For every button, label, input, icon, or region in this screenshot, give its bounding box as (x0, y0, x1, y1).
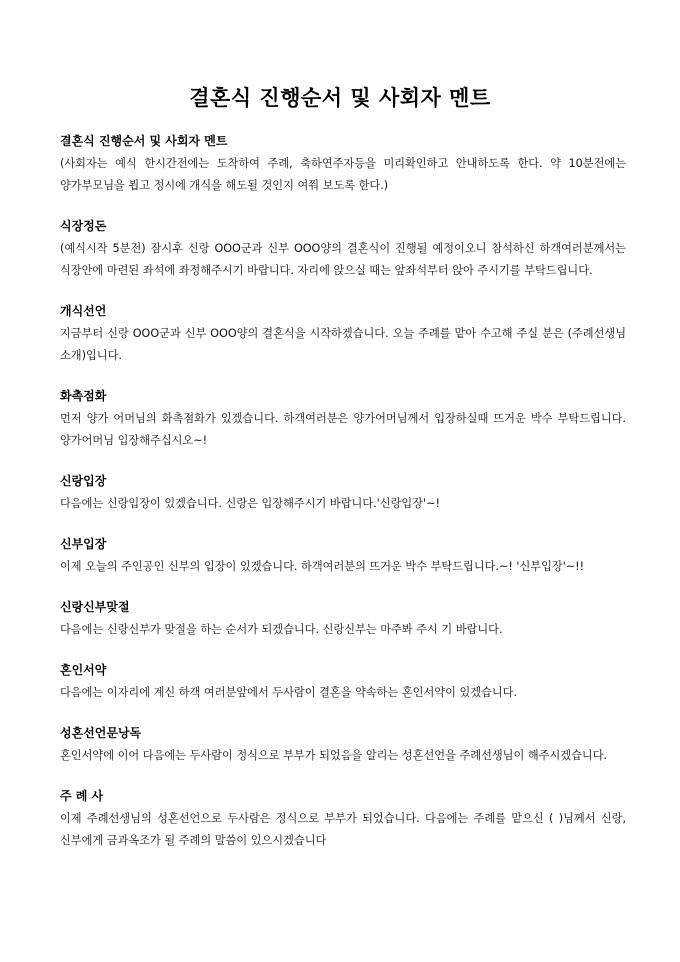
section-body: 다음에는 이자리에 계신 하객 여러분앞에서 두사람이 결혼을 약속하는 혼인서약이 있겠습니다. (60, 686, 518, 699)
section-groom-entrance (60, 472, 626, 515)
section-body: 이제 주례선생님의 성혼선언으로 두사람은 정식으로 부부가 되었습니다. 다음에는 주례를 맡으신 ( )님께서 신랑, 신부에게 금과옥조가 될 주례의 말씀이 있으시겠습니다 (60, 812, 626, 847)
section-heading: 성혼선언문낭독 (60, 726, 142, 740)
section-body: 다음에는 신랑신부가 맞절을 하는 순서가 되겠습니다. 신랑신부는 마주봐 주시 기 바랍니다. (60, 623, 503, 636)
section-heading: 신랑신부맞절 (60, 600, 130, 614)
section-candle-lighting (60, 387, 626, 452)
section-heading: 주 례 사 (60, 789, 104, 803)
section-heading: 신부입장 (60, 537, 107, 551)
section-heading: 신랑입장 (60, 474, 107, 488)
section-intro (60, 132, 626, 197)
section-body: 혼인서약에 이어 다음에는 두사람이 정식으로 부부가 되었음을 알리는 성혼선언을 주례선생님이 해주시겠습니다. (60, 749, 608, 762)
section-list (60, 132, 626, 872)
section-body: (예식시작 5분전) 잠시후 신랑 OOO군과 신부 OOO양의 결혼식이 진행될 예정이오니 참석하신 하객여러분께서는 식장안에 마련된 좌석에 좌정해주시기 바랍니다. 자리에 앉으실 때는 앞좌석부터 앉아 주시기를 부탁드립니다. (60, 242, 626, 277)
section-officiant-address (60, 787, 626, 852)
section-declaration (60, 724, 626, 767)
page-title: 결혼식 진행순서 및 사회자 멘트 (189, 85, 491, 110)
section-body: 먼저 양가 어머님의 화촉점화가 있겠습니다. 하객여러분은 양가어머님께서 입장하실때 뜨거운 박수 부탁드립니다. 양가어머님 입장해주십시오~! (60, 412, 626, 447)
section-bride-entrance (60, 535, 626, 578)
section-body: (사회자는 예식 한시간전에는 도착하여 주례, 축하연주자등을 미리확인하고 안내하도록 한다. 약 10분전에는 양가부모님을 뵙고 정시에 개식을 해도될 것인지 여쭤 보도록 한다.) (60, 157, 626, 192)
section-bow (60, 598, 626, 641)
section-heading: 식장정돈 (60, 219, 107, 233)
section-heading: 결혼식 진행순서 및 사회자 멘트 (60, 134, 228, 148)
section-seating (60, 217, 626, 282)
section-body: 다음에는 신랑입장이 있겠습니다. 신랑은 입장해주시기 바랍니다.'신랑입장'~! (60, 497, 440, 510)
section-heading: 혼인서약 (60, 663, 107, 677)
section-vows (60, 661, 626, 704)
section-opening (60, 302, 626, 367)
section-heading: 개식선언 (60, 304, 107, 318)
section-body: 이제 오늘의 주인공인 신부의 입장이 있겠습니다. 하객여러분의 뜨거운 박수 부탁드립니다.~! '신부입장'~!! (60, 560, 585, 573)
section-heading: 화촉점화 (60, 389, 107, 403)
section-body: 지금부터 신랑 OOO군과 신부 OOO양의 결혼식을 시작하겠습니다. 오늘 주례를 맡아 수고해 주실 분은 (주례선생님 소개)입니다. (60, 327, 626, 362)
